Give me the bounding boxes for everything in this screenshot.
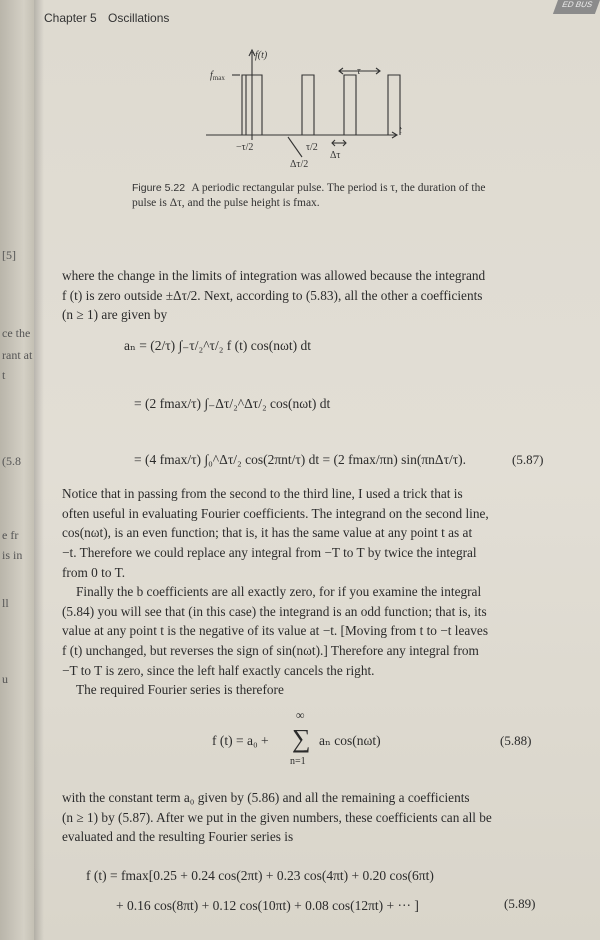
fmax-label: $f_{max}$ <box>210 70 225 82</box>
facing-page-edge <box>0 0 34 940</box>
facing-fragment: ll <box>2 596 9 610</box>
facing-fragment: e fr <box>2 528 19 542</box>
paragraph-1 <box>62 266 560 325</box>
text-line: (n ≥ 1) by (5.87). After we put in the given numbers, these coefficients can all be <box>62 809 492 825</box>
eq-5-87-line2: = (2 fmax/τ) ∫₋Δτ/₂^Δτ/₂ cos(nωt) dt <box>134 396 331 411</box>
figure-caption <box>132 181 502 211</box>
text-line: from 0 to T. <box>62 564 126 580</box>
facing-fragment: rant at <box>2 348 33 362</box>
corner-tab: ED BUS <box>553 0 600 14</box>
eq-5-88-sum-bottom: n=1 <box>290 756 306 767</box>
text-line: −t. Therefore we could replace any integral from −T to T by twice the integral <box>62 545 477 561</box>
eq-5-89-line2: + 0.16 cos(8πt) + 0.12 cos(10πt) + 0.08 cos(12πt) + ··· ] <box>116 898 419 913</box>
chapter-number: Chapter 5 <box>44 11 97 25</box>
text-line: cos(nωt), is an even function; that is, it has the same value at any point t as at <box>62 525 473 541</box>
text-line: f (t) is zero outside ±Δτ/2. Next, according to (5.83), all the other a coefficients <box>62 287 483 303</box>
running-head <box>44 11 169 25</box>
ft-label: f(t) <box>255 50 268 61</box>
facing-fragment: (5.8 <box>2 454 21 468</box>
pos-half-period-label: τ/2 <box>306 142 318 153</box>
eq-5-87-number: (5.87) <box>512 452 544 467</box>
text-line: (5.84) you will see that (in this case) the integrand is an odd function; that is, its <box>62 603 487 619</box>
eq-5-89-line1: f (t) = fmax[0.25 + 0.24 cos(2πt) + 0.23 cos(4πt) + 0.20 cos(6πt) <box>86 868 434 883</box>
text-line: where the change in the limits of integration was allowed because the integrand <box>62 268 486 283</box>
text-line: −T to T is zero, since the left half exactly cancels the right. <box>62 662 375 678</box>
eq-5-88-sum-top: ∞ <box>296 708 305 722</box>
spine-shadow <box>34 0 44 940</box>
eq-5-87-line1: aₙ = (2/τ) ∫₋τ/₂^τ/₂ f (t) cos(nωt) dt <box>124 338 312 353</box>
chapter-title: Oscillations <box>108 11 170 25</box>
eq-5-88-rhs: aₙ cos(nωt) <box>319 733 381 748</box>
text-line: with the constant term a₀ given by (5.86) and all the remaining a coefficients <box>62 790 470 805</box>
caption-text: A periodic rectangular pulse. The period is τ, the duration of the pulse is Δτ, and the pulse height is fmax. <box>132 182 486 209</box>
text-line: often useful in evaluating Fourier coefficients. The integrand on the second line, <box>62 505 489 521</box>
paragraph-3 <box>62 582 560 681</box>
t-label: t <box>399 125 402 136</box>
eq-5-88-lhs: f (t) = a₀ + <box>212 733 269 748</box>
dtau-half-label: Δτ/2 <box>290 159 309 170</box>
facing-fragment: t <box>2 368 6 382</box>
pulse-2 <box>344 75 356 135</box>
eq-5-88-sum: ∑ <box>292 724 311 753</box>
text-line: evaluated and the resulting Fourier series is <box>62 829 294 845</box>
facing-fragment: is in <box>2 548 23 562</box>
facing-fragment: ce the <box>2 326 31 340</box>
pulse-1 <box>302 75 314 135</box>
text-line: Finally the b coefficients are all exactly zero, for if you examine the integral <box>76 584 482 599</box>
paragraph-2 <box>62 484 560 583</box>
eq-5-89-number: (5.89) <box>504 896 536 911</box>
pulse-figure <box>184 40 444 175</box>
neg-half-period-label: −τ/2 <box>236 142 254 153</box>
facing-fragment: [5] <box>2 248 16 262</box>
text-line: (n ≥ 1) are given by <box>62 307 168 323</box>
eq-5-88-number: (5.88) <box>500 733 532 748</box>
text-line: Notice that in passing from the second to the third line, I used a trick that is <box>62 486 463 501</box>
paragraph-5 <box>62 788 560 847</box>
eq-5-87-line3: = (4 fmax/τ) ∫₀^Δτ/₂ cos(2πnt/τ) dt = (2 fmax/πn) sin(πnΔτ/τ). <box>134 452 467 467</box>
book-page <box>34 0 600 940</box>
dtau-half-leader <box>288 137 302 157</box>
tau-label: τ <box>357 66 361 77</box>
paragraph-4: The required Fourier series is therefore <box>76 682 284 697</box>
dtau-label: Δτ <box>330 150 341 161</box>
facing-fragment: u <box>2 672 8 686</box>
text-line: f (t) unchanged, but reverses the sign of sin(nωt).] Therefore any integral from <box>62 643 479 659</box>
figure-label: Figure 5.22 <box>132 182 186 194</box>
text-line: value at any point t is the negative of its value at −t. [Moving from t to −t leaves <box>62 623 488 639</box>
